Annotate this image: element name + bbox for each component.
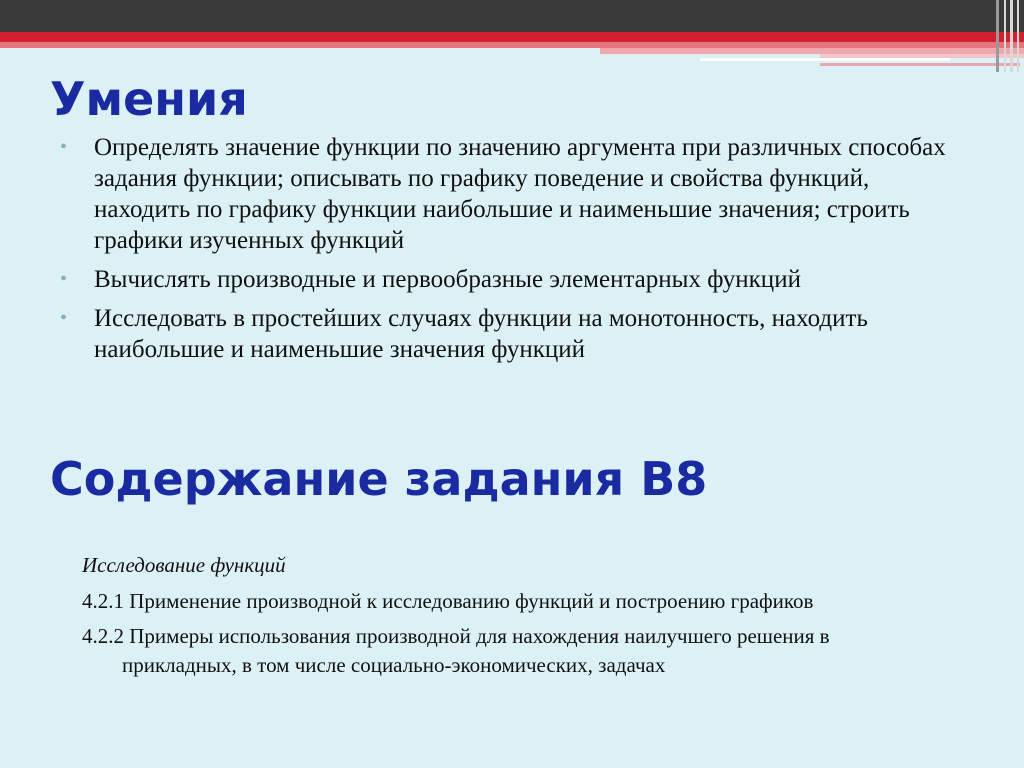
section-subtitle: Исследование функций [82, 553, 286, 577]
list-item-text: Определять значение функции по значению аргумента при различных способах задания функции; описывать по графику поведение и свойства функций, находить по графику функции наибольшие и наименьшие значения; строить графики изученных функций [94, 134, 946, 254]
list-item [60, 303, 960, 365]
list-item [60, 132, 960, 256]
content-item: 4.2.1 Применение производной к исследованию функций и построению графиков [82, 589, 814, 613]
red-stripe [0, 32, 1024, 42]
bullet-dot-icon: • [60, 136, 68, 158]
header-band [0, 0, 1024, 32]
pink-stripe-4 [820, 63, 1020, 66]
list-item [60, 264, 960, 295]
white-stripe [700, 58, 950, 61]
skills-heading: Умения [50, 72, 248, 126]
decorative-bars [996, 0, 1024, 72]
content-heading: Содержание задания B8 [50, 452, 708, 506]
content-item: 4.2.2 Примеры использования производной для нахождения наилучшего решения в прикладных, в том числе социально-экономических, задачах [82, 624, 830, 677]
list-item-text: Исследовать в простейших случаях функции на монотонность, находить наибольшие и наименьшие значения функций [94, 305, 868, 363]
content-items [82, 587, 882, 686]
bullet-dot-icon: • [60, 307, 68, 329]
bullet-dot-icon: • [60, 268, 68, 290]
list-item-text: Вычислять производные и первообразные элементарных функций [94, 266, 801, 293]
skills-list [60, 132, 960, 373]
